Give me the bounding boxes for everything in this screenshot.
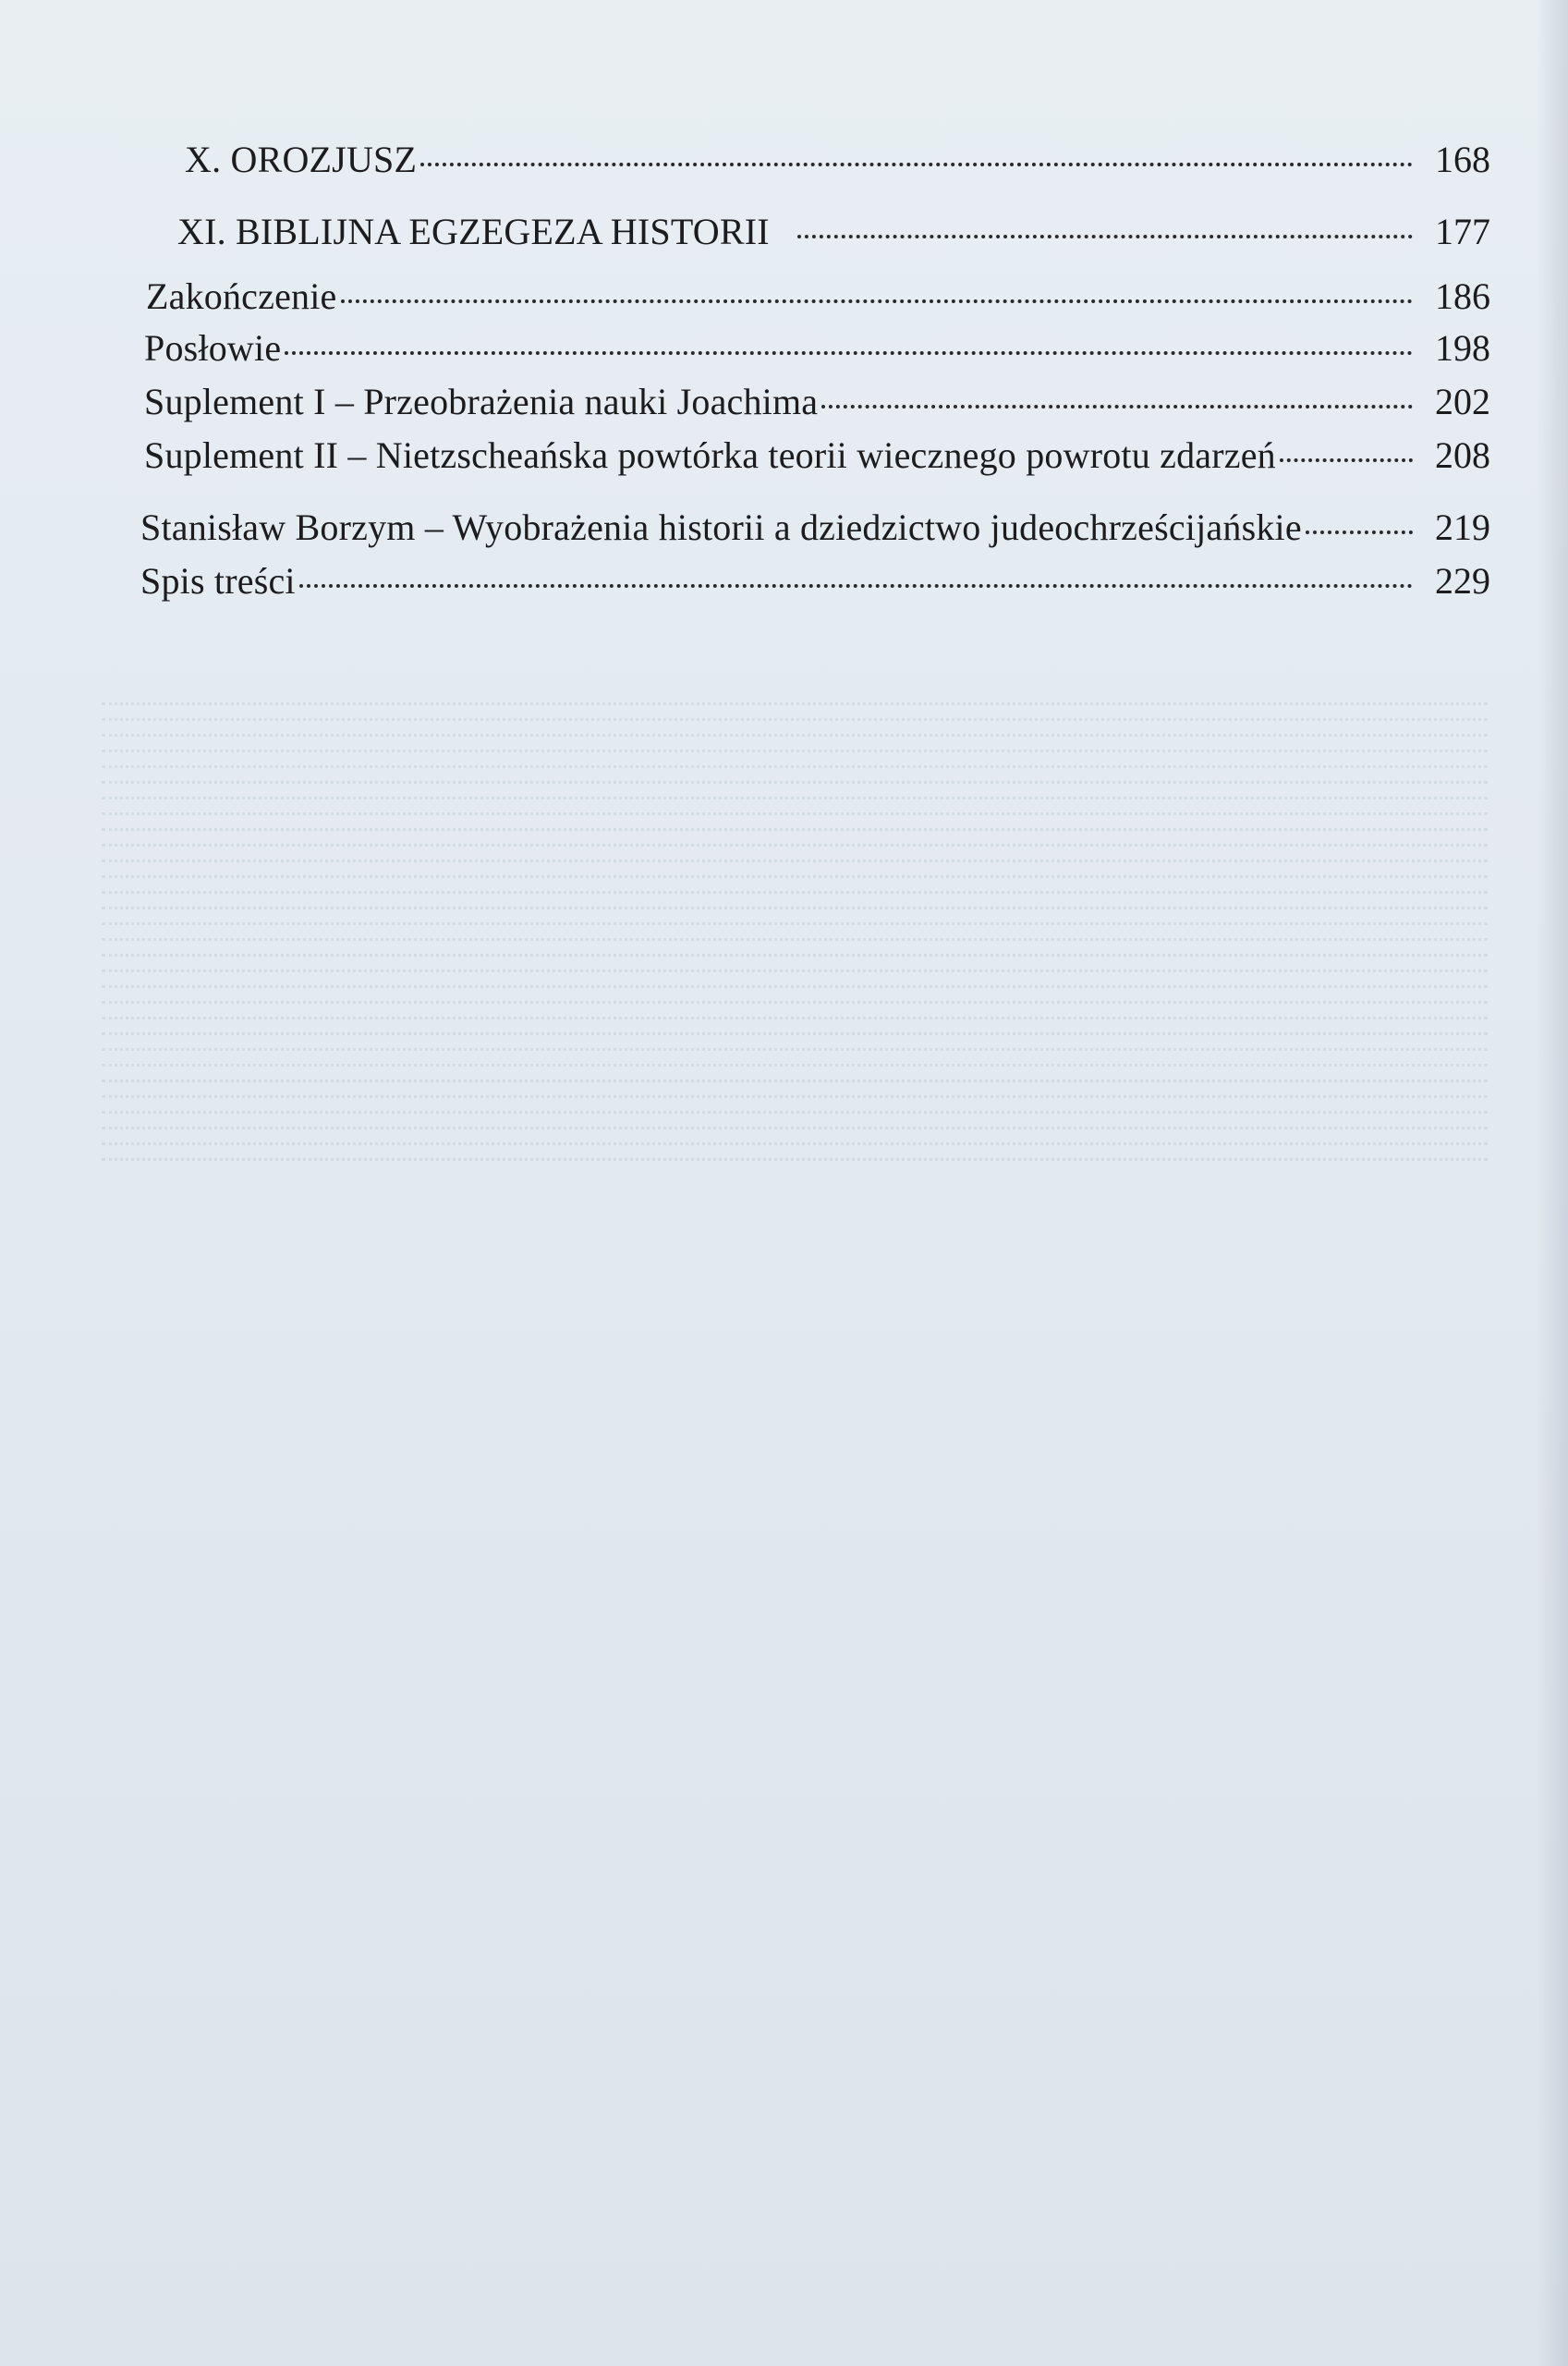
toc-entry-page: 186 [1435, 275, 1490, 317]
bleed-line [92, 1095, 1497, 1111]
toc-entry [144, 433, 1490, 479]
bleed-line [92, 702, 1497, 718]
toc-entry [146, 274, 1490, 320]
dot-leader [821, 405, 1413, 409]
toc-entry [185, 137, 1490, 183]
bleed-line [92, 860, 1497, 875]
bleed-line [92, 1127, 1497, 1142]
bleed-line [92, 781, 1497, 797]
bleed-line [92, 1142, 1497, 1158]
toc-entry-label: Suplement II – Nietzscheańska powtórka teorii wiecznego powrotu zdarzeń [144, 434, 1276, 476]
toc-entry-page: 177 [1435, 211, 1490, 252]
bleed-line [92, 891, 1497, 907]
bleed-line [92, 970, 1497, 985]
bleed-line [92, 985, 1497, 1001]
table-of-contents [0, 0, 1568, 647]
toc-entry-page: 219 [1435, 506, 1490, 548]
toc-entry-page: 208 [1435, 434, 1490, 476]
toc-entry-label: XI. BIBLIJNA EGZEGEZA HISTORII [177, 211, 770, 252]
bleed-line [92, 828, 1497, 844]
bleed-line [92, 844, 1497, 860]
dot-leader [420, 163, 1413, 166]
bleed-line [92, 750, 1497, 765]
toc-entry-label: X. OROZJUSZ [185, 139, 418, 180]
bleed-line [92, 1111, 1497, 1127]
bleed-line [92, 875, 1497, 891]
bleed-line [92, 1158, 1497, 1174]
toc-entry-page: 229 [1435, 560, 1490, 602]
dot-leader [1280, 458, 1413, 462]
toc-entry-page: 168 [1435, 139, 1490, 180]
bleed-line [92, 812, 1497, 828]
reverse-side-bleed-through [92, 702, 1497, 2292]
toc-entry [140, 558, 1490, 604]
toc-entry [140, 505, 1490, 551]
dot-leader [797, 235, 1413, 238]
toc-entry-page: 202 [1435, 381, 1490, 422]
bleed-line [92, 1064, 1497, 1079]
bleed-line [92, 734, 1497, 750]
toc-entry [177, 209, 1490, 255]
bleed-line [92, 718, 1497, 734]
dot-leader [341, 299, 1413, 303]
bleed-line [92, 922, 1497, 938]
bleed-line [92, 907, 1497, 922]
bleed-line [92, 765, 1497, 781]
toc-entry [144, 379, 1490, 425]
toc-entry-label: Zakończenie [146, 275, 337, 317]
toc-entry [144, 325, 1490, 372]
bleed-line [92, 797, 1497, 812]
dot-leader [1306, 531, 1413, 534]
toc-entry-label: Posłowie [144, 327, 282, 369]
toc-entry-label: Suplement I – Przeobrażenia nauki Joachima [144, 381, 819, 422]
dot-leader [299, 584, 1413, 588]
bleed-line [92, 1048, 1497, 1064]
bleed-line [92, 1017, 1497, 1032]
bleed-line [92, 954, 1497, 970]
bleed-line [92, 1001, 1497, 1017]
toc-entry-page: 198 [1435, 327, 1490, 369]
bleed-line [92, 1032, 1497, 1048]
bleed-line [92, 1079, 1497, 1095]
toc-entry-label: Stanisław Borzym – Wyobrażenia historii a dziedzictwo judeochrześcijańskie [140, 506, 1302, 548]
bleed-line [92, 938, 1497, 954]
toc-entry-label: Spis treści [140, 560, 296, 602]
dot-leader [285, 351, 1413, 355]
